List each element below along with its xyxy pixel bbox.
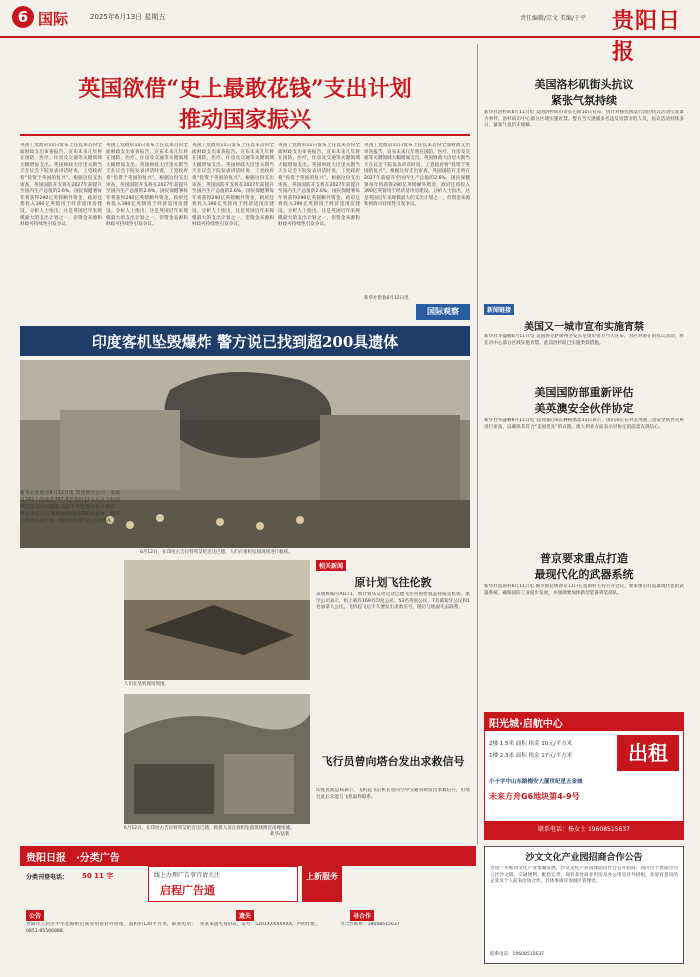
- crash-second-caption: 人们在坠机现场周围。: [124, 682, 169, 687]
- lead-body-col4: 英国工党政府11日发布上任以来首份全面财政支出审查报告，宣布未来几年将在国防、医疗、住房及交通等关键领域大幅增加支出。英国财政大臣里夫斯当天在议会下院发表讲话时说，工党政府将“投资于英国的复兴”。根据这份支出审查，英国国防开支将在2027年前提升至国内生产总值的2.6%，国民保健署每年将获得290亿英镑额外资金，政府还将投入390亿英镑用于经济适用房建设。分析人士指出，这是英国近年来规模最大的支出计划之一，但资金来源和财政可持续性引发争议。: [278, 143, 360, 228]
- putin-headline-line2: 最现代化的武器系统: [534, 568, 634, 581]
- la-body: 新华社洛杉矶6月11日电 美国洛杉矶市市长巴斯10日宣布，因针对移民执法行动的抗议活动引发暴力事件，洛杉矶市中心部分区域实施宵禁。警方当天逮捕多名违反宵禁令的人员，抗议活动持续多日，紧张气氛仍未缓解。: [484, 110, 684, 129]
- newspaper-logo: 贵阳日报: [612, 8, 682, 65]
- lead-body-col1: 英国工党政府11日发布上任以来首份全面财政支出审查报告，宣布未来几年将在国防、医疗、住房及交通等关键领域大幅增加支出。英国财政大臣里夫斯当天在议会下院发表讲话时说，工党政府将“投资于英国的复兴”。根据这份支出审查，英国国防开支将在2027年前提升至国内生产总值的2.6%，国民保健署每年将获得290亿英镑额外资金，政府还将投入390亿英镑用于经济适用房建设。分析人士指出，这是英国近年来规模最大的支出计划之一，但资金来源和财政可持续性引发争议。: [20, 143, 102, 228]
- lost-label: 遗失: [236, 910, 254, 921]
- rental-ad-line4: 未来方舟G6地块第4-9号: [489, 792, 580, 801]
- rental-ad-line1: 2楼 1.5米 面积 租金 10元/平方米: [489, 741, 573, 747]
- related1-title: 原计划飞往伦敦: [354, 576, 432, 589]
- crash-third-photo: [124, 694, 310, 824]
- lead-headline-line2: 推动国家振兴: [178, 107, 311, 133]
- investment-notice-body: 为进一步推动文化产业集聚发展，沙文文化产业园现面向社会公开招商。园区位于贵阳市白云区沙文镇，交通便利，配套完善，现有多处商业用房及办公用房对外招租，欢迎有意向的企业及个人前来洽谈合作。具体事项详询园区管理处。: [490, 866, 678, 885]
- la-headline-line1: 美国洛杉矶街头抗议: [534, 78, 634, 91]
- lost-text: 张某某遗失身份证，证号：5201XXXXXXXX，声明作废。: [200, 922, 320, 927]
- aukus-headline-line2: 美英澳安全伙伴协定: [534, 402, 634, 415]
- lead-body-col3: 英国工党政府11日发布上任以来首份全面财政支出审查报告，宣布未来几年将在国防、医疗、住房及交通等关键领域大幅增加支出。英国财政大臣里夫斯当天在议会下院发表讲话时说，工党政府将“投资于英国的复兴”。根据这份支出审查，英国国防开支将在2027年前提升至国内生产总值的2.6%，国民保健署每年将获得290亿英镑额外资金，政府还将投入390亿英镑用于经济适用房建设。分析人士指出，这是英国近年来规模最大的支出计划之一，但资金来源和财政可持续性引发争议。: [192, 143, 274, 228]
- la-headline-line2: 紧张气氛持续: [551, 94, 617, 107]
- crash-main-caption: 6月12日，在印度古吉拉特邦艾哈迈达巴德，人们在客机坠毁现场进行救援。: [140, 550, 293, 555]
- investment-notice-title: 沙文文化产业园招商合作公告: [525, 853, 643, 863]
- curfew-headline: 美国又一城市宣布实施宵禁: [524, 322, 644, 333]
- lead-agency: 新华社伦敦6月12日电: [364, 296, 409, 301]
- rental-ad-badge: 出租: [617, 735, 679, 771]
- column-divider: [477, 44, 478, 844]
- editor-credits: 责任编辑/宗文 美编/于平: [520, 15, 586, 22]
- lead-divider: [20, 134, 470, 136]
- promo-line1: 线上办理广告事宜请关注: [154, 872, 221, 879]
- related2-title: 飞行员曾向塔台发出求救信号: [321, 755, 465, 768]
- page-number-badge: 6: [12, 6, 34, 28]
- rental-ad-line2: 1楼 2.3米 面积 租金 17元/平方米: [489, 753, 573, 759]
- rental-ad-line3: 小十字中山东路梅安大厦世纪星五金城: [489, 779, 583, 785]
- issue-date: 2025年6月13日 星期五: [90, 13, 166, 21]
- classified-hotline: 50 11 字: [82, 872, 114, 880]
- classified-title: ·分类广告: [76, 853, 120, 864]
- photo-credit: 新华/法新: [270, 832, 290, 837]
- rental-ad-title: 阳光城·启航中心: [489, 719, 563, 730]
- section-name: 国际: [38, 10, 69, 28]
- lead-body-col5: 英国工党政府11日发布上任以来首份全面财政支出审查报告，宣布未来几年将在国防、医疗、住房及交通等关键领域大幅增加支出。英国财政大臣里夫斯当天在议会下院发表讲话时说，工党政府将“投资于英国的复兴”。根据这份支出审查，英国国防开支将在2027年前提升至国内生产总值的2.6%，国民保健署每年将获得290亿英镑额外资金，政府还将投入390亿英镑用于经济适用房建设。分析人士指出，这是英国近年来规模最大的支出计划之一，但资金来源和财政可持续性引发争议。: [364, 143, 470, 208]
- notice-label: 公告: [26, 910, 44, 921]
- seek-text: 寻合作联系：19608515637: [340, 922, 400, 927]
- notice-text: 贵阳市云岩区中华北路附近商业用房对外招租，面积约120平方米，联系电话：0851-85566888。: [26, 922, 196, 934]
- classified-hotline-label: 分类刊登电话：: [26, 874, 69, 881]
- crash-third-caption: 6月12日，在印度古吉拉特邦艾哈迈达巴德，救援人员在客机坠毁现场附近清理废墟。: [124, 826, 295, 831]
- india-headline: 印度客机坠毁爆炸 警方说已找到超200具遗体: [91, 333, 399, 351]
- analysis-badge: 国际观察: [416, 304, 470, 320]
- news-link-tag: 新闻链接: [484, 304, 514, 315]
- lead-body-col2: 英国工党政府11日发布上任以来首份全面财政支出审查报告，宣布未来几年将在国防、医疗、住房及交通等关键领域大幅增加支出。英国财政大臣里夫斯当天在议会下院发表讲话时说，工党政府将“投资于英国的复兴”。根据这份支出审查，英国国防开支将在2027年前提升至国内生产总值的2.6%，国民保健署每年将获得290亿英镑额外资金，政府还将投入390亿英镑用于经济适用房建设。分析人士指出，这是英国近年来规模最大的支出计划之一，但资金来源和财政可持续性引发争议。: [106, 143, 188, 228]
- service-box: 上新服务: [302, 866, 342, 902]
- promo-line2: 启程广告通: [160, 884, 215, 897]
- india-side-body: 新华社新德里6月12日电 印度航空公司一架载有242人的波音787-8型客机12日在古吉拉特邦艾哈迈达巴德起飞后不久坠毁并起火爆炸。警方表示已在现场找到超过200具遗体，救援工作仍在进行中。印度民航部门已启动调查。: [20, 491, 120, 524]
- related2-body: 印度民航总局表示，飞机起飞后机长曾向空中交通管制发出求救信号，但塔台此后未能与飞机取得联系。: [316, 788, 470, 800]
- related1-body: 该航班编号AI171，原计划从艾哈迈达巴德飞往英国伦敦盖特威克机场。航空公司表示，机上载有169名印度公民、53名英国公民、7名葡萄牙公民和1名加拿大公民。飞机起飞后不久便发出求救信号，随后与地面失去联系。: [316, 592, 470, 611]
- putin-headline-line1: 普京要求重点打造: [540, 552, 628, 565]
- page-header: [0, 0, 700, 65]
- classified-logo: 贵阳日报: [26, 853, 66, 864]
- aukus-headline-line1: 美国国防部重新评估: [534, 386, 634, 399]
- crash-second-photo: [124, 560, 310, 680]
- rental-ad: [484, 712, 684, 840]
- rental-ad-phone: 联系电话：杨女士 19608515637: [485, 821, 683, 839]
- investment-notice-contact: 联系电话：19608515637: [490, 952, 544, 957]
- related-news-tag: 相关新闻: [316, 560, 346, 571]
- seek-label: 寻合作: [350, 910, 374, 921]
- putin-body: 新华社莫斯科6月11日电 俄罗斯总统普京11日在莫斯科主持召开会议，要求重点打造最现代化的武器系统，确保国防工业稳步发展，并强调要加快新型装备列装部队。: [484, 584, 684, 596]
- curfew-body: 新华社华盛顿6月11日电 美国得克萨斯州圣安东尼奥市警方当天宣布，为应对潜在的抗议活动，将在市中心部分区域实施宵禁。此前洛杉矶已实施类似措施。: [484, 334, 684, 346]
- aukus-body: 新华社华盛顿6月11日电 美国国防部长赫格塞思11日表示，国防部正在对美英澳三边安全伙伴关系进行审查，以确保其符合“美国优先”的议程。澳大利亚方面表示对协定的前景充满信心。: [484, 418, 684, 430]
- lead-headline-line1: 英国欲借“史上最敢花钱”支出计划: [78, 76, 412, 102]
